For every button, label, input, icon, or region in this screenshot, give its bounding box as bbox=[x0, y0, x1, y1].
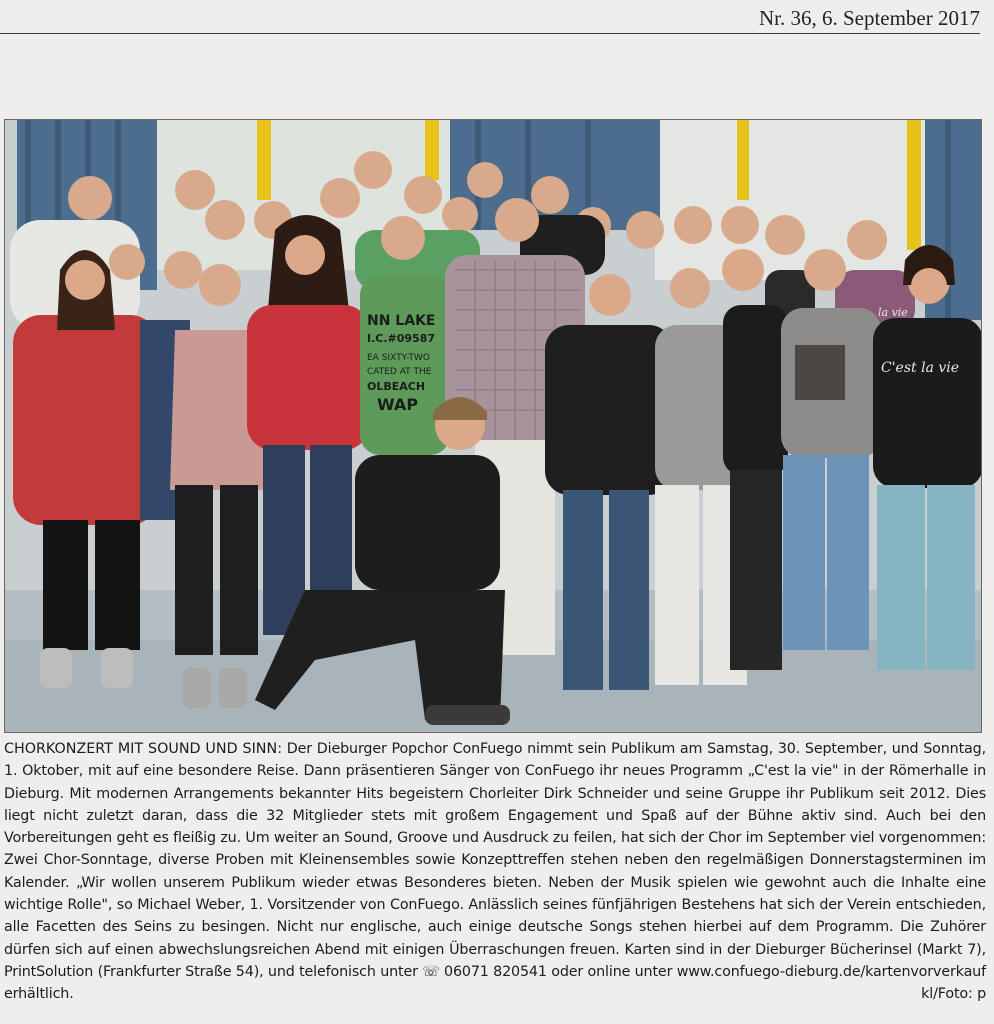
shirt-text-line-4: WAP bbox=[377, 395, 419, 414]
issue-date: Nr. 36, 6. September 2017 bbox=[758, 6, 980, 30]
photo-credit: kl/Foto: p bbox=[921, 986, 986, 1003]
shirt-text-lavie: la vie bbox=[878, 306, 908, 319]
shirt-text-number: I.C.#09587 bbox=[367, 332, 436, 345]
shirt-text-lake: NN LAKE bbox=[367, 313, 436, 329]
article-headline: CHORKONZERT MIT SOUND UND SINN: bbox=[4, 741, 283, 757]
article-caption bbox=[4, 738, 986, 1006]
article-body: Der Dieburger Popchor ConFuego nimmt sein Publikum am Samstag, 30. September, und Sonntag, 1. Oktober, mit auf eine besondere Reise. Dann präsentieren Sänger von ConFuego ihr neues Programm „C'est la vie" in der Römerhalle in Dieburg. Mit modernen Arrangements bekannter Hits begeistern Chorleiter Dirk Schneider und seine Gruppe ihr Publikum seit 2012. Dies liegt nicht zuletzt daran, dass die 32 Mitglieder stets mit großem Engagement und Spaß auf der Bühne aktiv sind. Auch bei den Vorbereitungen geht es fleißig zu. Um weiter an Sound, Groove und Ausdruck zu feilen, hat sich der Chor im September viel vorgenommen: Zwei Chor-Sonntage, diverse Proben mit Kleinensembles sowie Konzepttreffen stehen neben den regelmäßigen Donnerstagsterminen im Kalender. „Wir wollen unserem Publikum wieder etwas Besonderes bieten. Neben der Musik spielen wie gewohnt auch die Inhalte eine wichtige Rolle", so Michael Weber, 1. Vorsitzender von ConFuego. Anlässlich seines fünfjährigen Bestehens hat sich der Verein entschieden, alle Facetten des Seins zu besingen. Nicht nur englische, auch einige deutsche Songs stehen hierbei auf dem Programm. Die Zuhörer dürfen sich auf einen abwechslungsreichen Abend mit einigen Überraschungen freuen. Karten sind in der Dieburger Bücherinsel (Markt 7), PrintSolution (Frankfurter Straße 54), und telefonisch unter bbox=[4, 741, 986, 980]
article-phone-text: 06071 820541 oder online unter www.confuego-dieburg.de/kartenvorverkauf erhältlich. bbox=[4, 963, 986, 1003]
header-rule bbox=[0, 33, 980, 34]
shirt-text-line-2: CATED AT THE bbox=[367, 367, 432, 377]
shirt-text-line-1: EA SIXTY-TWO bbox=[367, 353, 430, 363]
shirt-text-line-3: OLBEACH bbox=[367, 380, 426, 393]
phone-icon: ☏ bbox=[422, 963, 440, 980]
choir-photo bbox=[4, 119, 982, 733]
shirt-text-cestlavie: C'est la vie bbox=[881, 360, 960, 376]
